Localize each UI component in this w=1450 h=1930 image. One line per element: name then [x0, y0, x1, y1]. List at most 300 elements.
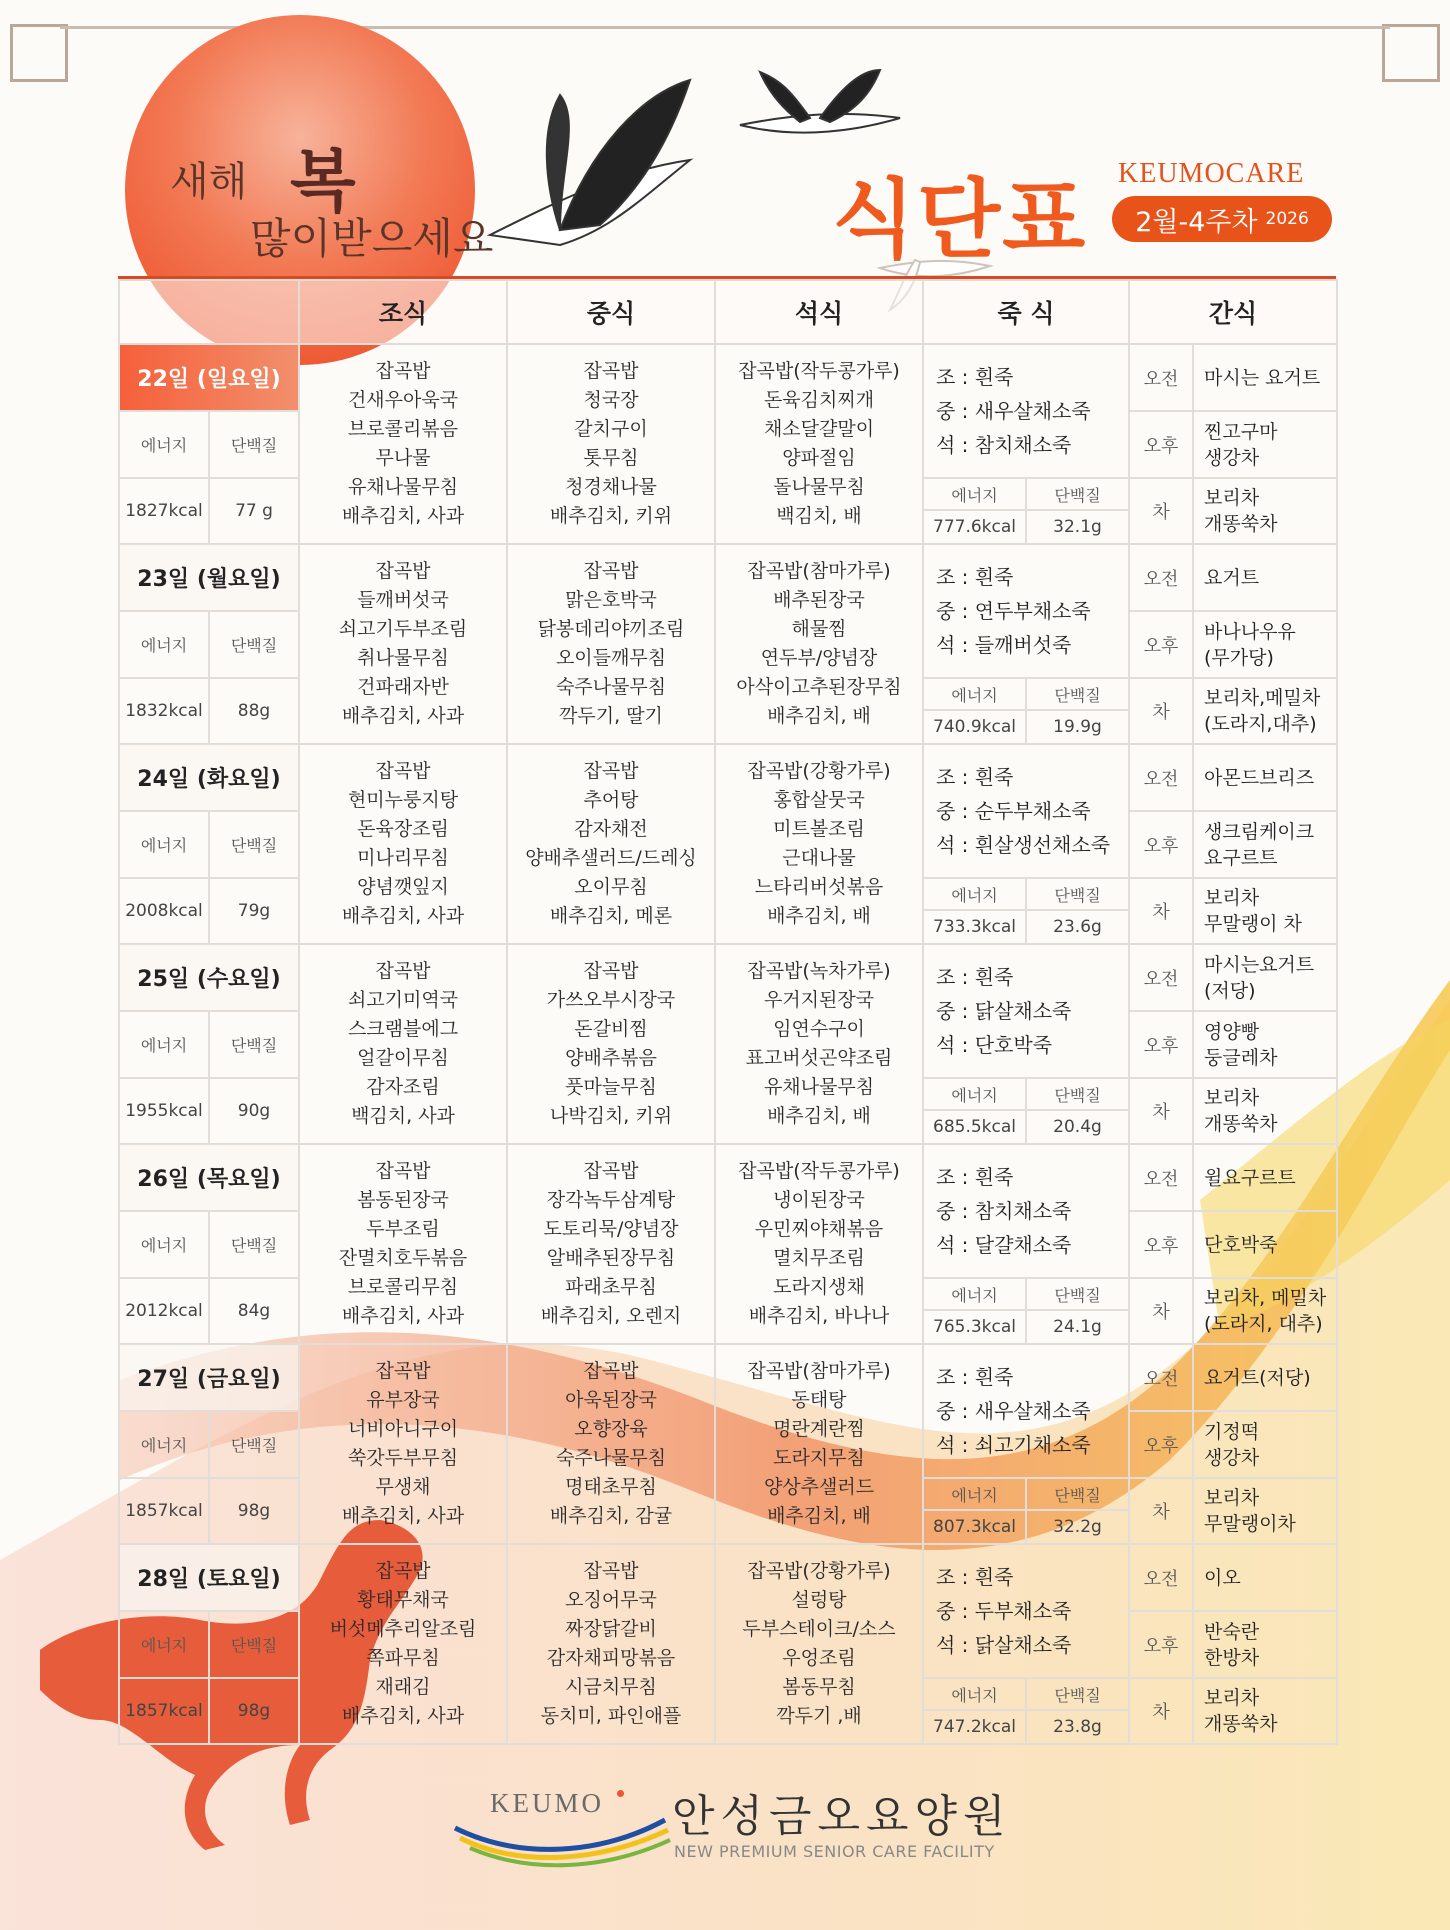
day-row [119, 1544, 1337, 1611]
snack-text: 반숙란 [1204, 1620, 1260, 1643]
jook-nutrition-value-row [924, 910, 1128, 943]
menu-item: 아삭이고추된장무침 [736, 676, 902, 698]
menu-item: 배추김치, 사과 [341, 1305, 465, 1327]
menu-item: 양배추볶음 [565, 1047, 657, 1069]
menu-item: 돈갈비찜 [574, 1018, 648, 1040]
snack-time-label: 오후 [1129, 1411, 1193, 1478]
menu-item: 유채나물무침 [347, 476, 459, 498]
snack-text: 요거트 [1204, 566, 1260, 589]
menu-item: 배추김치, 사과 [341, 1505, 465, 1527]
snack-text: 보리차 [1204, 1087, 1260, 1109]
menu-item: 숙주나물무침 [555, 1447, 667, 1469]
jook-energy-label: 에너지 [924, 1079, 1026, 1110]
week-badge [1112, 196, 1332, 242]
jook-item: 조 : 흰죽 [936, 565, 1014, 589]
jook-item: 중 : 참치채소죽 [936, 1199, 1072, 1223]
menu-table [118, 279, 1338, 1745]
table-header-row [119, 280, 1337, 344]
snack-time-label: 오전 [1129, 944, 1193, 1011]
jook-nutrition [923, 1478, 1129, 1544]
breakfast-cell [299, 944, 507, 1144]
jook-nutrition-value-row [924, 710, 1128, 743]
greeting-line-2: 많이받으세요 [250, 214, 494, 263]
jook-protein-label: 단백질 [1026, 1679, 1128, 1710]
menu-item: 명태초무침 [565, 1476, 657, 1498]
jook-item: 중 : 새우살채소죽 [936, 1399, 1091, 1423]
menu-item: 스크램블에그 [347, 1018, 459, 1040]
dinner-cell [715, 1144, 923, 1344]
menu-item: 오징어무국 [565, 1589, 657, 1611]
jook-energy-value: 747.2kcal [924, 1710, 1026, 1743]
jook-nutrition-table [924, 1079, 1128, 1143]
menu-item: 들깨버섯국 [357, 589, 449, 611]
menu-item: 잡곡밥(작두콩가루) [738, 1160, 900, 1182]
menu-item: 잡곡밥 [375, 560, 431, 582]
breakfast-cell [299, 1344, 507, 1544]
snack-item [1193, 1344, 1337, 1411]
jook-item: 석 : 단호박죽 [936, 1033, 1053, 1057]
menu-item: 추어탕 [583, 789, 639, 811]
snack-text: 보리차 [1204, 887, 1260, 909]
snack-item [1193, 944, 1337, 1011]
jook-cell [923, 1144, 1129, 1278]
jook-nutrition-value-row [924, 1110, 1128, 1143]
menu-item: 쪽파무침 [366, 1647, 440, 1669]
snack-time-label: 오전 [1129, 1544, 1193, 1611]
col-header-breakfast: 조식 [299, 280, 507, 344]
lunch-cell [507, 544, 715, 744]
snack-time-label: 차 [1129, 1078, 1193, 1144]
jook-nutrition-label-row [924, 1079, 1128, 1110]
jook-protein-value: 24.1g [1053, 1317, 1102, 1337]
jook-cell [923, 1344, 1129, 1478]
snack-text: 개똥쑥차 [1204, 513, 1278, 535]
jook-cell [923, 744, 1129, 878]
snack-text: 요구르트 [1204, 846, 1278, 869]
protein-value: 98g [209, 1478, 299, 1544]
menu-item: 배추김치, 배 [767, 705, 871, 727]
menu-item: 백김치, 사과 [351, 1105, 455, 1127]
jook-nutrition-table [924, 1279, 1128, 1343]
snack-item [1193, 478, 1337, 544]
energy-value: 1955kcal [119, 1078, 209, 1144]
menu-item: 맑은호박국 [565, 589, 657, 611]
snack-text: 영양빵 [1204, 1020, 1260, 1043]
snack-time-label: 차 [1129, 1278, 1193, 1344]
jook-energy-value: 807.3kcal [924, 1510, 1026, 1543]
lunch-cell [507, 944, 715, 1144]
protein-label: 단백질 [209, 411, 299, 478]
menu-item: 잡곡밥 [375, 760, 431, 782]
menu-item: 오이무침 [574, 876, 648, 898]
jook-cell [923, 544, 1129, 678]
menu-item: 배추김치, 오렌지 [540, 1305, 682, 1327]
jook-nutrition-table [924, 1679, 1128, 1743]
snack-item [1193, 344, 1337, 411]
breakfast-cell [299, 344, 507, 544]
energy-label: 에너지 [119, 611, 209, 678]
energy-label: 에너지 [119, 1611, 209, 1678]
energy-value: 2012kcal [119, 1278, 209, 1344]
menu-item: 배추된장국 [773, 589, 865, 611]
menu-item: 근대나물 [782, 847, 856, 869]
menu-item: 미나리무침 [357, 847, 449, 869]
facility-tagline: NEW PREMIUM SENIOR CARE FACILITY [674, 1842, 995, 1861]
jook-item: 중 : 새우살채소죽 [936, 399, 1091, 423]
jook-item: 조 : 흰죽 [936, 965, 1014, 989]
breakfast-cell [299, 544, 507, 744]
jook-nutrition-value-row [924, 1510, 1128, 1543]
snack-item [1193, 878, 1337, 944]
jook-nutrition-value-row [924, 510, 1128, 543]
menu-item: 무생채 [375, 1476, 431, 1498]
greeting-bok: 복 [290, 142, 356, 222]
snack-item [1193, 1478, 1337, 1544]
footer-logo: KEUMO [490, 1788, 604, 1818]
snack-time-label: 차 [1129, 878, 1193, 944]
jook-energy-label: 에너지 [924, 1279, 1026, 1310]
snack-item [1193, 411, 1337, 478]
day-row [119, 1144, 1337, 1211]
menu-item: 느타리버섯볶음 [754, 876, 884, 898]
snack-item [1193, 1011, 1337, 1078]
snack-text: 생강차 [1204, 446, 1260, 469]
jook-protein-value: 23.8g [1053, 1717, 1102, 1737]
menu-item: 양파절임 [782, 447, 856, 469]
col-header-snack: 간식 [1129, 280, 1337, 344]
snack-text: 아몬드브리즈 [1204, 766, 1315, 789]
menu-item: 양배추샐러드/드레싱 [525, 847, 697, 869]
day-row [119, 1344, 1337, 1411]
protein-label: 단백질 [209, 811, 299, 878]
jook-protein-value: 32.1g [1053, 517, 1102, 537]
menu-item: 양상추샐러드 [763, 1476, 875, 1498]
menu-item: 얼갈이무침 [357, 1047, 449, 1069]
snack-text: 보리차,메밀차 [1204, 687, 1321, 709]
menu-item: 나박김치, 키위 [549, 1105, 673, 1127]
menu-item: 무나물 [375, 447, 431, 469]
menu-item: 잡곡밥 [375, 960, 431, 982]
menu-item: 갈치구이 [574, 418, 648, 440]
snack-text: 생크림케이크 [1204, 820, 1315, 843]
menu-item: 미트볼조림 [773, 818, 865, 840]
snack-text: 윌요구르트 [1204, 1166, 1296, 1189]
snack-time-label: 오전 [1129, 344, 1193, 411]
dinner-cell [715, 1544, 923, 1744]
crane-illustration [740, 70, 900, 133]
snack-text: 기정떡 [1204, 1420, 1260, 1443]
protein-value: 84g [209, 1278, 299, 1344]
jook-nutrition-label-row [924, 879, 1128, 910]
jook-cell [923, 1544, 1129, 1678]
protein-value: 77 g [209, 478, 299, 544]
menu-item: 홍합살뭇국 [773, 789, 865, 811]
snack-item [1193, 1078, 1337, 1144]
menu-item: 명란계란찜 [773, 1418, 865, 1440]
jook-energy-label: 에너지 [924, 679, 1026, 710]
menu-item: 배추김치, 메론 [549, 905, 673, 927]
lunch-cell [507, 744, 715, 944]
lunch-cell [507, 1344, 715, 1544]
menu-item: 깍두기 ,배 [776, 1705, 862, 1727]
snack-time-label: 차 [1129, 1678, 1193, 1744]
day-label: 23일 (월요일) [119, 544, 299, 611]
menu-item: 너비아니구이 [347, 1418, 459, 1440]
day-label: 26일 (목요일) [119, 1144, 299, 1211]
jook-nutrition-value-row [924, 1310, 1128, 1343]
snack-time-label: 오후 [1129, 1211, 1193, 1278]
menu-item: 알배추된장무침 [546, 1247, 676, 1269]
menu-item: 재래김 [375, 1676, 431, 1698]
lunch-cell [507, 1544, 715, 1744]
menu-item: 잡곡밥(녹차가루) [747, 960, 891, 982]
menu-item: 배추김치, 배 [767, 1105, 871, 1127]
menu-item: 잡곡밥 [583, 360, 639, 382]
protein-value: 88g [209, 678, 299, 744]
crane-illustration [490, 80, 690, 245]
protein-value: 98g [209, 1678, 299, 1744]
menu-item: 쑥갓두부무침 [347, 1447, 459, 1469]
menu-item: 오향장육 [574, 1418, 648, 1440]
menu-item: 연두부/양념장 [760, 647, 878, 669]
snack-item [1193, 1278, 1337, 1344]
energy-label: 에너지 [119, 811, 209, 878]
menu-item: 배추김치, 사과 [341, 1705, 465, 1727]
menu-item: 잡곡밥 [375, 360, 431, 382]
menu-item: 가쓰오부시장국 [546, 989, 676, 1011]
dinner-cell [715, 944, 923, 1144]
menu-item: 돈육장조림 [357, 818, 449, 840]
menu-item: 설렁탕 [791, 1589, 847, 1611]
jook-nutrition-table [924, 879, 1128, 943]
jook-protein-label: 단백질 [1026, 1079, 1128, 1110]
jook-protein-label: 단백질 [1026, 879, 1128, 910]
jook-item: 중 : 연두부채소죽 [936, 599, 1091, 623]
menu-item: 버섯메추리알조림 [329, 1618, 477, 1640]
jook-energy-label: 에너지 [924, 879, 1026, 910]
energy-value: 2008kcal [119, 878, 209, 944]
menu-item: 돈육김치찌개 [763, 389, 875, 411]
menu-item: 돌나물무침 [773, 476, 865, 498]
jook-energy-value: 740.9kcal [924, 710, 1026, 743]
snack-item [1193, 1678, 1337, 1744]
menu-item: 잡곡밥 [583, 1360, 639, 1382]
menu-item: 쇠고기미역국 [347, 989, 459, 1011]
lunch-cell [507, 1144, 715, 1344]
jook-protein-label: 단백질 [1026, 679, 1128, 710]
menu-item: 톳무침 [583, 447, 639, 469]
jook-nutrition-label-row [924, 679, 1128, 710]
snack-time-label: 오후 [1129, 1611, 1193, 1678]
jook-nutrition [923, 878, 1129, 944]
snack-text: 바나나우유 [1204, 620, 1296, 643]
jook-protein-value: 19.9g [1053, 717, 1102, 737]
day-label: 22일 (일요일) [119, 344, 299, 411]
menu-item: 배추김치, 바나나 [748, 1305, 890, 1327]
jook-protein-value: 32.2g [1053, 1517, 1102, 1537]
menu-item: 우거지된장국 [763, 989, 875, 1011]
menu-item: 동치미, 파인애플 [540, 1705, 682, 1727]
jook-item: 석 : 들깨버섯죽 [936, 633, 1072, 657]
snack-text: 보리차 [1204, 1487, 1260, 1509]
snack-item [1193, 744, 1337, 811]
menu-item: 우엉조림 [782, 1647, 856, 1669]
energy-value: 1832kcal [119, 678, 209, 744]
menu-item: 잔멸치호두볶음 [338, 1247, 468, 1269]
snack-item [1193, 544, 1337, 611]
dinner-cell [715, 344, 923, 544]
day-row [119, 944, 1337, 1011]
col-header-jook: 죽 식 [923, 280, 1129, 344]
menu-item: 브로콜리무침 [347, 1276, 459, 1298]
jook-protein-value: 23.6g [1053, 917, 1102, 937]
menu-item: 장각녹두삼계탕 [546, 1189, 676, 1211]
menu-item: 잡곡밥(강황가루) [747, 760, 891, 782]
menu-item: 청경채나물 [565, 476, 657, 498]
snack-text: 둥글레차 [1204, 1046, 1278, 1069]
snack-item [1193, 1211, 1337, 1278]
snack-time-label: 오전 [1129, 1144, 1193, 1211]
day-label: 28일 (토요일) [119, 1544, 299, 1611]
menu-item: 감자조림 [366, 1076, 440, 1098]
snack-item [1193, 1411, 1337, 1478]
energy-label: 에너지 [119, 1011, 209, 1078]
menu-item: 잡곡밥 [583, 760, 639, 782]
menu-item: 배추김치, 사과 [341, 505, 465, 527]
jook-nutrition-table [924, 679, 1128, 743]
day-label: 27일 (금요일) [119, 1344, 299, 1411]
menu-item: 배추김치, 사과 [341, 705, 465, 727]
snack-text: 생강차 [1204, 1446, 1260, 1469]
menu-item: 멸치무조림 [773, 1247, 865, 1269]
snack-time-label: 차 [1129, 478, 1193, 544]
jook-item: 조 : 흰죽 [936, 1565, 1014, 1589]
menu-item: 잡곡밥 [375, 1560, 431, 1582]
menu-item: 두부조림 [366, 1218, 440, 1240]
jook-energy-value: 777.6kcal [924, 510, 1026, 543]
menu-item: 동태탕 [791, 1389, 847, 1411]
jook-nutrition-label-row [924, 479, 1128, 510]
snack-text: (저당) [1204, 979, 1256, 1002]
jook-cell [923, 344, 1129, 478]
energy-label: 에너지 [119, 411, 209, 478]
snack-text: 개똥쑥차 [1204, 1113, 1278, 1135]
snack-text: 이오 [1204, 1566, 1241, 1589]
protein-label: 단백질 [209, 1011, 299, 1078]
jook-nutrition [923, 678, 1129, 744]
jook-item: 중 : 두부채소죽 [936, 1599, 1072, 1623]
jook-nutrition-label-row [924, 1479, 1128, 1510]
col-header-dinner: 석식 [715, 280, 923, 344]
jook-item: 중 : 닭살채소죽 [936, 999, 1072, 1023]
menu-item: 두부스테이크/소스 [742, 1618, 896, 1640]
jook-item: 중 : 순두부채소죽 [936, 799, 1091, 823]
snack-text: 마시는요거트 [1204, 953, 1315, 976]
jook-nutrition [923, 1678, 1129, 1744]
menu-item: 파래초무침 [565, 1276, 657, 1298]
menu-item: 시금치무침 [565, 1676, 657, 1698]
energy-label: 에너지 [119, 1211, 209, 1278]
snack-item [1193, 1544, 1337, 1611]
energy-value: 1857kcal [119, 1478, 209, 1544]
menu-item: 브로콜리볶음 [347, 418, 459, 440]
menu-item: 잡곡밥(참마가루) [747, 1360, 891, 1382]
protein-label: 단백질 [209, 1611, 299, 1678]
snack-text: (무가당) [1204, 646, 1274, 669]
snack-text: 개똥쑥차 [1204, 1713, 1278, 1735]
menu-item: 건새우아욱국 [347, 389, 459, 411]
day-row [119, 744, 1337, 811]
menu-item: 봄동된장국 [357, 1189, 449, 1211]
jook-item: 조 : 흰죽 [936, 1165, 1014, 1189]
jook-energy-label: 에너지 [924, 1479, 1026, 1510]
menu-item: 쇠고기두부조림 [338, 618, 468, 640]
menu-item: 감자채전 [574, 818, 648, 840]
jook-nutrition [923, 478, 1129, 544]
menu-item: 잡곡밥 [583, 1160, 639, 1182]
breakfast-cell [299, 1544, 507, 1744]
jook-item: 조 : 흰죽 [936, 1365, 1014, 1389]
menu-item: 잡곡밥 [375, 1360, 431, 1382]
header-empty [119, 280, 299, 344]
menu-item: 짜장닭갈비 [565, 1618, 657, 1640]
snack-text: (도라지, 대추) [1204, 1313, 1323, 1335]
menu-item: 잡곡밥 [583, 560, 639, 582]
jook-nutrition [923, 1078, 1129, 1144]
jook-protein-label: 단백질 [1026, 1479, 1128, 1510]
jook-item: 석 : 닭살채소죽 [936, 1633, 1072, 1657]
menu-item: 아욱된장국 [565, 1389, 657, 1411]
jook-nutrition [923, 1278, 1129, 1344]
menu-item: 채소달걀말이 [763, 418, 875, 440]
snack-text: 단호박죽 [1204, 1233, 1278, 1256]
menu-item: 양념깻잎지 [357, 876, 449, 898]
menu-item: 배추김치, 배 [767, 905, 871, 927]
snack-item [1193, 611, 1337, 678]
snack-text: 보리차 [1204, 487, 1260, 509]
snack-text: 한방차 [1204, 1646, 1260, 1669]
menu-item: 유부장국 [366, 1389, 440, 1411]
menu-item: 도라지무침 [773, 1447, 865, 1469]
brand-name: KEUMOCARE [1118, 158, 1305, 189]
snack-text: 요거트(저당) [1204, 1366, 1311, 1389]
menu-item: 우민찌야채볶음 [754, 1218, 884, 1240]
jook-protein-label: 단백질 [1026, 1279, 1128, 1310]
menu-body [119, 344, 1337, 1744]
menu-item: 닭봉데리야끼조림 [537, 618, 685, 640]
snack-text: (도라지,대추) [1204, 713, 1317, 735]
menu-item: 잡곡밥(참마가루) [747, 560, 891, 582]
menu-item: 잡곡밥(작두콩가루) [738, 360, 900, 382]
protein-value: 79g [209, 878, 299, 944]
jook-item: 조 : 흰죽 [936, 765, 1014, 789]
menu-item: 배추김치, 키위 [549, 505, 673, 527]
logo-dot [617, 1790, 624, 1797]
menu-item: 냉이된장국 [773, 1189, 865, 1211]
jook-item: 석 : 달걀채소죽 [936, 1233, 1072, 1257]
energy-value: 1827kcal [119, 478, 209, 544]
menu-item: 잡곡밥 [583, 960, 639, 982]
snack-time-label: 오후 [1129, 411, 1193, 478]
dinner-cell [715, 744, 923, 944]
day-label: 24일 (화요일) [119, 744, 299, 811]
jook-energy-label: 에너지 [924, 479, 1026, 510]
jook-protein-value: 20.4g [1053, 1117, 1102, 1137]
jook-item: 석 : 참치채소죽 [936, 433, 1072, 457]
menu-item: 배추김치, 감귤 [549, 1505, 673, 1527]
day-row [119, 544, 1337, 611]
protein-label: 단백질 [209, 1211, 299, 1278]
